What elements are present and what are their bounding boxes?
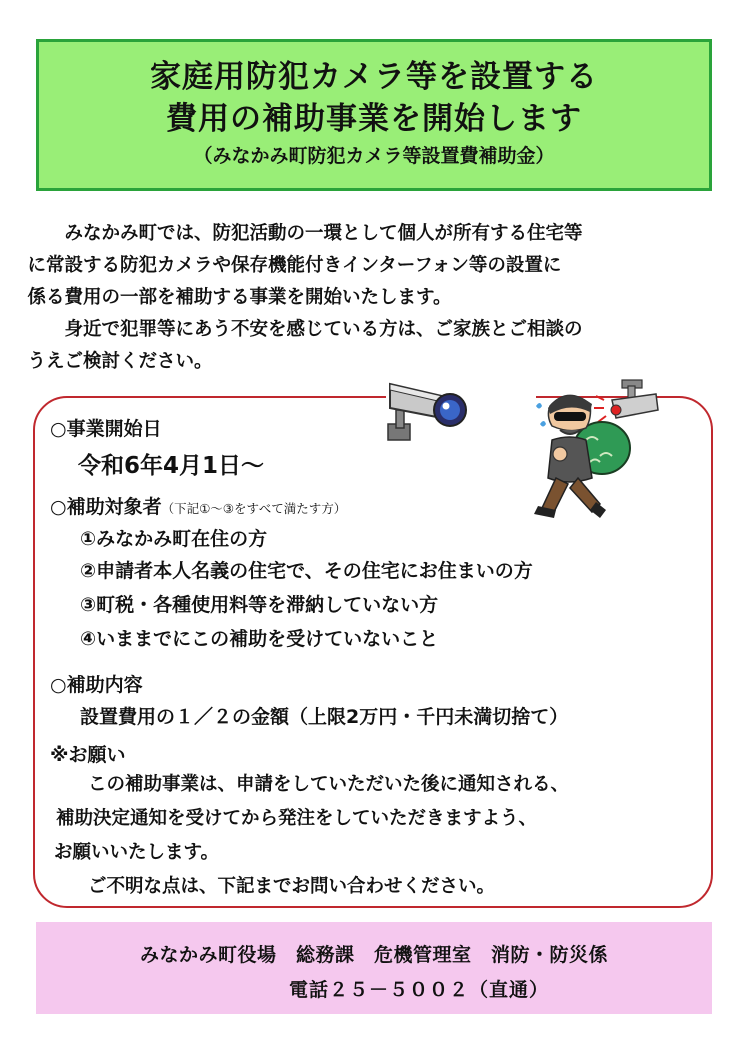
request-heading: ※お願い: [50, 744, 126, 766]
security-camera-icon: [384, 374, 474, 448]
eligibility-note: （下記①～③をすべて満たす方）: [161, 501, 347, 516]
request-line: ご不明な点は、下記までお問い合わせください。: [88, 876, 496, 897]
contact-footer: [36, 922, 712, 1014]
request-line: お願いいたします。: [54, 842, 220, 863]
intro-paragraph-1: [27, 218, 716, 314]
intro-line: 身近で犯罪等にあう不安を感じている方は、ご家族とご相談の: [64, 319, 583, 340]
intro-line: 係る費用の一部を補助する事業を開始いたします。: [27, 287, 452, 308]
eligibility-item: ④いままでにこの補助を受けていないこと: [80, 628, 439, 650]
subsidy-heading: ○補助内容: [50, 674, 143, 696]
intro-line: うえご検討ください。: [27, 351, 213, 372]
request-line: 補助決定通知を受けてから発注をしていただきますよう、: [56, 808, 538, 829]
contact-phone: 電話２５－５００２（直通）: [288, 979, 549, 1001]
title-banner: [36, 39, 712, 191]
contact-office: みなかみ町役場 総務課 危機管理室 消防・防災係: [139, 944, 608, 966]
title-subtitle: （みなかみ町防犯カメラ等設置費補助金）: [193, 145, 555, 167]
intro-line: みなかみ町では、防犯活動の一環として個人が所有する住宅等: [64, 223, 583, 244]
eligibility-item: ②申請者本人名義の住宅で、その住宅にお住まいの方: [80, 560, 533, 582]
subsidy-detail: 設置費用の１／２の金額（上限2万円・千円未満切捨て）: [80, 706, 569, 728]
start-date-value: 令和6年4月1日～: [78, 453, 265, 479]
intro-line: に常設する防犯カメラや保存機能付きインターフォン等の設置に: [27, 255, 562, 276]
title-line-1: 家庭用防犯カメラ等を設置する: [150, 59, 598, 95]
start-date-heading: ○事業開始日: [50, 418, 162, 440]
eligibility-item: ①みなかみ町在住の方: [80, 528, 268, 550]
request-line: この補助事業は、申請をしていただいた後に通知される、: [88, 774, 570, 795]
eligibility-heading: [50, 492, 346, 519]
thief-illustration-icon: [520, 378, 670, 534]
title-line-2: 費用の補助事業を開始します: [166, 101, 582, 137]
intro-text: [27, 218, 716, 378]
intro-paragraph-2: [27, 314, 716, 378]
eligibility-heading-text: ○補助対象者: [50, 496, 162, 518]
eligibility-item: ③町税・各種使用料等を滞納していない方: [80, 594, 439, 616]
